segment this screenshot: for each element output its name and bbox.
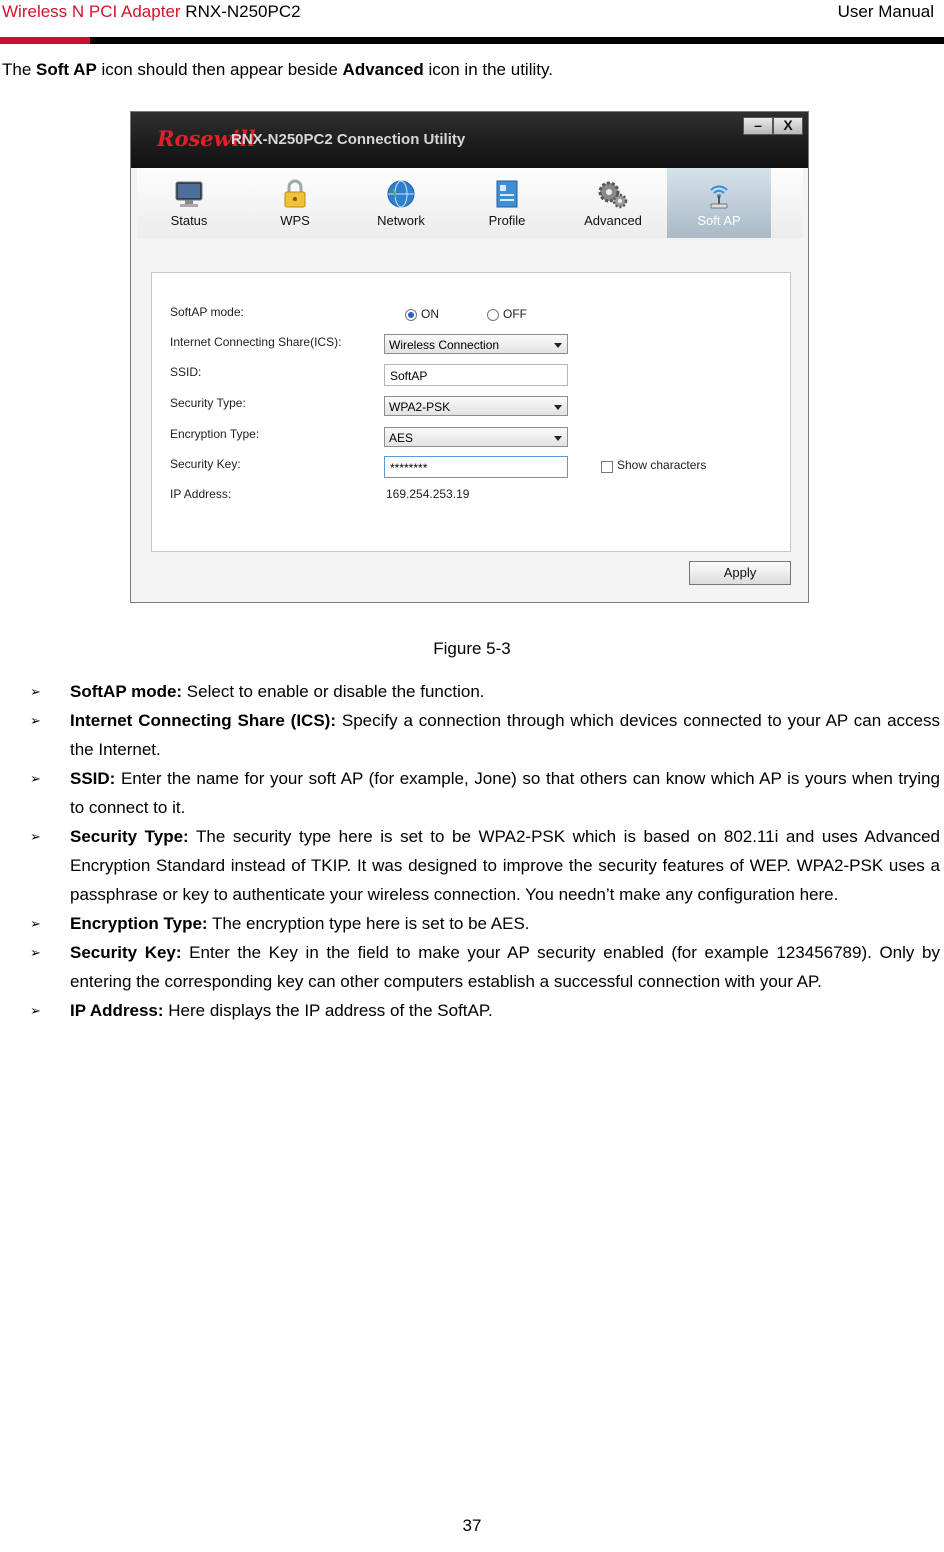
tab-profile[interactable]: [455, 168, 559, 238]
close-button[interactable]: X: [773, 117, 803, 135]
tab-wps-label: WPS: [280, 213, 310, 228]
arrow-bullet-icon: ➢: [30, 916, 41, 931]
tab-network[interactable]: [349, 168, 453, 238]
figure-caption: Figure 5-3: [433, 639, 511, 658]
page-number: 37: [462, 1516, 482, 1535]
bullet-text: Here displays the IP address of the SoftAP.: [163, 1001, 493, 1020]
window-title: RNX-N250PC2 Connection Utility: [231, 131, 466, 148]
ssid-label: SSID:: [170, 365, 202, 379]
ssid-input[interactable]: SoftAP: [384, 364, 568, 386]
header-title: [2, 2, 301, 22]
tab-advanced-label: Advanced: [584, 213, 642, 228]
list-item: [32, 938, 940, 996]
bullet-text: Select to enable or disable the function.: [182, 682, 485, 701]
list-item: [32, 909, 940, 938]
intro-text-3: icon in the utility.: [423, 60, 553, 79]
tab-status[interactable]: [137, 168, 241, 238]
utility-window-screenshot: [130, 111, 809, 603]
arrow-bullet-icon: ➢: [30, 945, 41, 960]
chevron-down-icon: [554, 343, 562, 348]
bullet-term: Internet Connecting Share (ICS):: [70, 711, 336, 730]
bullet-term: Security Type:: [70, 827, 189, 846]
profile-icon: [491, 178, 523, 210]
rosewill-logo: Rosewill: [157, 126, 256, 151]
minimize-button[interactable]: –: [743, 117, 773, 135]
bullet-text: The security type here is set to be WPA2-PSK which is based on 802.11i and uses Advanced Encryption Standard instead of TKIP. It was designed to improve the security features of WEP. WPA2-PSK uses a passphrase or key to authenticate your wireless connection. You needn’t make any configuration here.: [70, 827, 940, 904]
softap-off-label: OFF: [503, 307, 527, 321]
encryption-type-label: Encryption Type:: [170, 427, 260, 441]
toolbar: [137, 168, 803, 238]
security-key-label: Security Key:: [170, 457, 241, 471]
gears-icon: [597, 178, 629, 210]
bullet-text: Specify a connection through which devices connected to your AP can access the Internet.: [70, 711, 940, 759]
softap-on-label: ON: [421, 307, 439, 321]
list-item: [32, 996, 940, 1025]
softap-off-radio[interactable]: [487, 309, 499, 321]
tab-network-label: Network: [377, 213, 425, 228]
encryption-type-select[interactable]: [384, 427, 568, 447]
tab-status-label: Status: [170, 213, 208, 228]
bullet-term: Security Key:: [70, 943, 182, 962]
ip-address-value: 169.254.253.19: [386, 487, 470, 501]
bullet-text: The encryption type here is set to be AES.: [207, 914, 530, 933]
list-item: [32, 706, 940, 764]
ics-value: Wireless Connection: [389, 338, 500, 352]
ics-select[interactable]: [384, 334, 568, 354]
ics-label: Internet Connecting Share(ICS):: [170, 335, 342, 349]
encryption-type-value: AES: [389, 431, 414, 445]
bullet-term: Encryption Type:: [70, 914, 208, 933]
intro-paragraph: [2, 60, 553, 80]
tab-profile-label: Profile: [488, 213, 526, 228]
security-type-label: Security Type:: [170, 396, 246, 410]
globe-icon: [385, 178, 417, 210]
tab-advanced[interactable]: [561, 168, 665, 238]
bullet-text: Enter the Key in the field to make your AP security enabled (for example 123456789). Only by entering the corresponding key can other computers establish a successful connection with your AP.: [70, 943, 940, 991]
intro-bold-1: Soft AP: [36, 60, 97, 79]
list-item: [32, 764, 940, 822]
header-product: Wireless N PCI Adapter: [2, 2, 181, 21]
list-item: [32, 822, 940, 909]
wifi-icon: [703, 178, 735, 210]
bullet-text: Enter the name for your soft AP (for example, Jone) so that others can know which AP is yours when trying to connect to it.: [70, 769, 940, 817]
tab-soft-ap[interactable]: [667, 168, 771, 238]
arrow-bullet-icon: ➢: [30, 684, 41, 699]
security-type-value: WPA2-PSK: [389, 400, 451, 414]
bullet-term: IP Address:: [70, 1001, 164, 1020]
security-key-input[interactable]: ********: [384, 456, 568, 478]
intro-text-2: icon should then appear beside: [96, 60, 343, 79]
intro-bold-2: Advanced: [342, 60, 424, 79]
intro-text-1: The: [2, 60, 37, 79]
chevron-down-icon: [554, 405, 562, 410]
bullet-term: SoftAP mode:: [70, 682, 183, 701]
security-type-select[interactable]: [384, 396, 568, 416]
softap-on-radio[interactable]: [405, 309, 417, 321]
tab-wps[interactable]: [243, 168, 347, 238]
title-bar: [131, 112, 808, 168]
tab-soft-ap-label: Soft AP: [697, 213, 741, 228]
header-rule-red: [0, 37, 90, 44]
chevron-down-icon: [554, 436, 562, 441]
list-item: [32, 677, 940, 706]
header-model: RNX-N250PC2: [185, 2, 301, 21]
header-manual-label: User Manual: [837, 2, 934, 21]
arrow-bullet-icon: ➢: [30, 1003, 41, 1018]
field-descriptions: [32, 677, 940, 1025]
show-characters-label: Show characters: [617, 458, 707, 472]
lock-icon: [279, 178, 311, 210]
ip-address-label: IP Address:: [170, 487, 232, 501]
arrow-bullet-icon: ➢: [30, 771, 41, 786]
bullet-term: SSID:: [70, 769, 116, 788]
arrow-bullet-icon: ➢: [30, 829, 41, 844]
monitor-icon: [173, 178, 205, 210]
arrow-bullet-icon: ➢: [30, 713, 41, 728]
header-rule-black: [90, 37, 944, 44]
show-characters-checkbox[interactable]: [601, 461, 613, 473]
apply-button[interactable]: Apply: [689, 561, 791, 585]
softap-mode-label: SoftAP mode:: [170, 305, 244, 319]
